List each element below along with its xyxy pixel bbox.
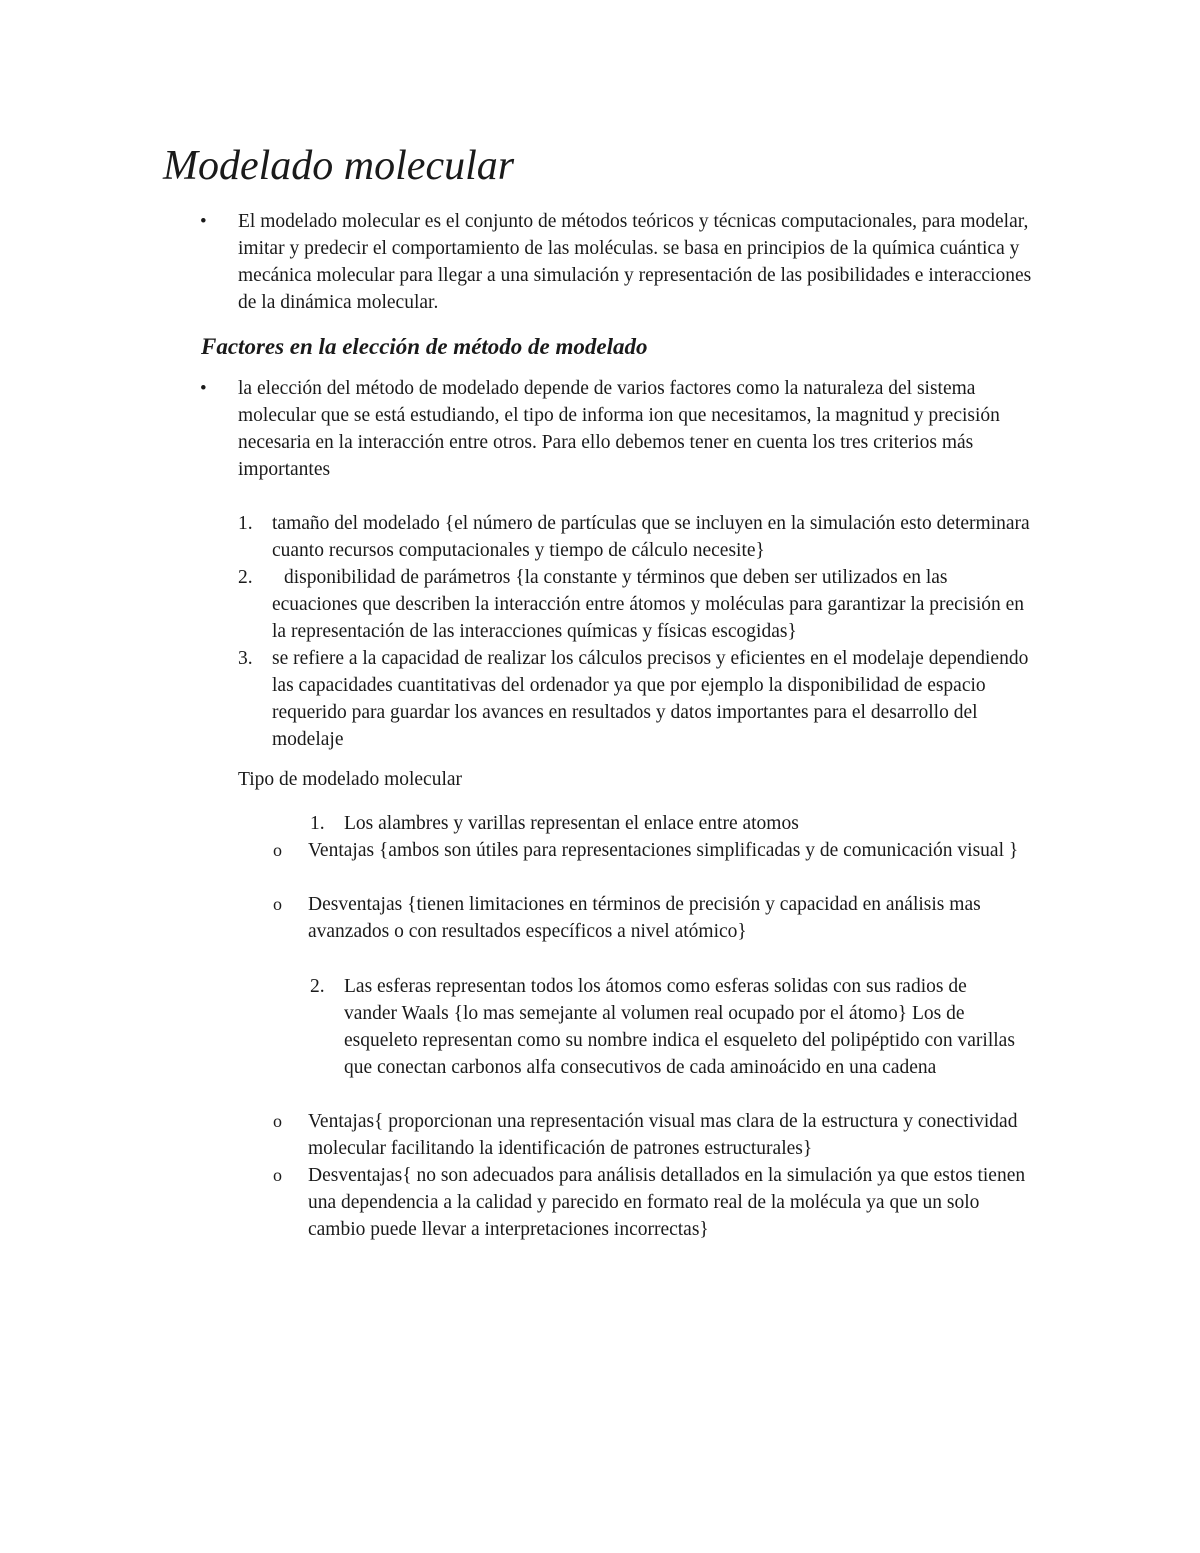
type-item-wires: Los alambres y varillas representan el enlace entre atomos [344,813,799,834]
section-heading-factors: Factores en la elección de método de modelado [201,334,648,359]
criteria-item-capacity: se refiere a la capacidad de realizar los cálculos precisos y eficientes en el modelaje dependiendo las capacidades cuantitativas del ordenador ya que por ejemplo la disponibilidad de espacio requerido para guardar los avances en resultados y datos importantes para el desarrollo del modelaje [272,648,1029,750]
type-item-spheres: Las esferas representan todos los átomos como esferas solidas con sus radios de vander Waals {lo mas semejante al volumen real ocupado por el átomo} Los de esqueleto representan como su nombre indica el esqueleto del polipéptido con varillas que conectan carbonos alfa consecutivos de cada aminoácido en una cadena [344,976,1015,1078]
bullet-icon: • [200,211,207,232]
intro-paragraph: El modelado molecular es el conjunto de métodos teóricos y técnicas computacionales, para modelar, imitar y predecir el comportamiento de las moléculas. se basa en principios de la química cuántica y mecánica molecular para llegar a una simulación y representación de las posibilidades e interacciones de la dinámica molecular. [238,211,1032,313]
factors-paragraph: la elección del método de modelado depende de varios factores como la naturaleza del sistema molecular que se está estudiando, el tipo de informa ion que necesitamos, la magnitud y precisión necesaria en la interacción entre otros. Para ello debemos tener en cuenta los tres criterios más importantes [238,378,1000,480]
page-title: Modelado molecular [163,143,515,189]
list-number: 2. [238,567,253,588]
list-number: 1. [310,813,325,834]
circle-bullet-icon: o [273,894,282,914]
circle-bullet-icon: o [273,1165,282,1185]
criteria-item-parameters: disponibilidad de parámetros {la constante y términos que deben ser utilizados en las ecuaciones que describen la interacción entre átomos y moléculas para garantizar la precisión en la representación de las interacciones químicas y físicas escogidas} [272,567,1025,642]
criteria-item-size: tamaño del modelado {el número de partículas que se incluyen en la simulación esto determinara cuanto recursos computacionales y tiempo de cálculo necesite} [272,513,1030,561]
circle-bullet-icon: o [273,1111,282,1131]
type1-disadvantages: Desventajas {tienen limitaciones en términos de precisión y capacidad en análisis mas avanzados o con resultados específicos a nivel atómico} [308,894,981,942]
circle-bullet-icon: o [273,840,282,860]
type2-advantages: Ventajas{ proporcionan una representación visual mas clara de la estructura y conectividad molecular facilitando la identificación de patrones estructurales} [308,1111,1018,1159]
section-heading-types: Tipo de modelado molecular [238,769,463,790]
list-number: 1. [238,513,253,534]
list-number: 2. [310,976,325,997]
type1-advantages: Ventajas {ambos son útiles para representaciones simplificadas y de comunicación visual } [308,840,1019,861]
list-number: 3. [238,648,253,669]
type2-disadvantages: Desventajas{ no son adecuados para análisis detallados en la simulación ya que estos tienen una dependencia a la calidad y parecido en formato real de la molécula ya que un solo cambio puede llevar a interpretaciones incorrectas} [308,1165,1026,1240]
bullet-icon: • [200,378,207,399]
